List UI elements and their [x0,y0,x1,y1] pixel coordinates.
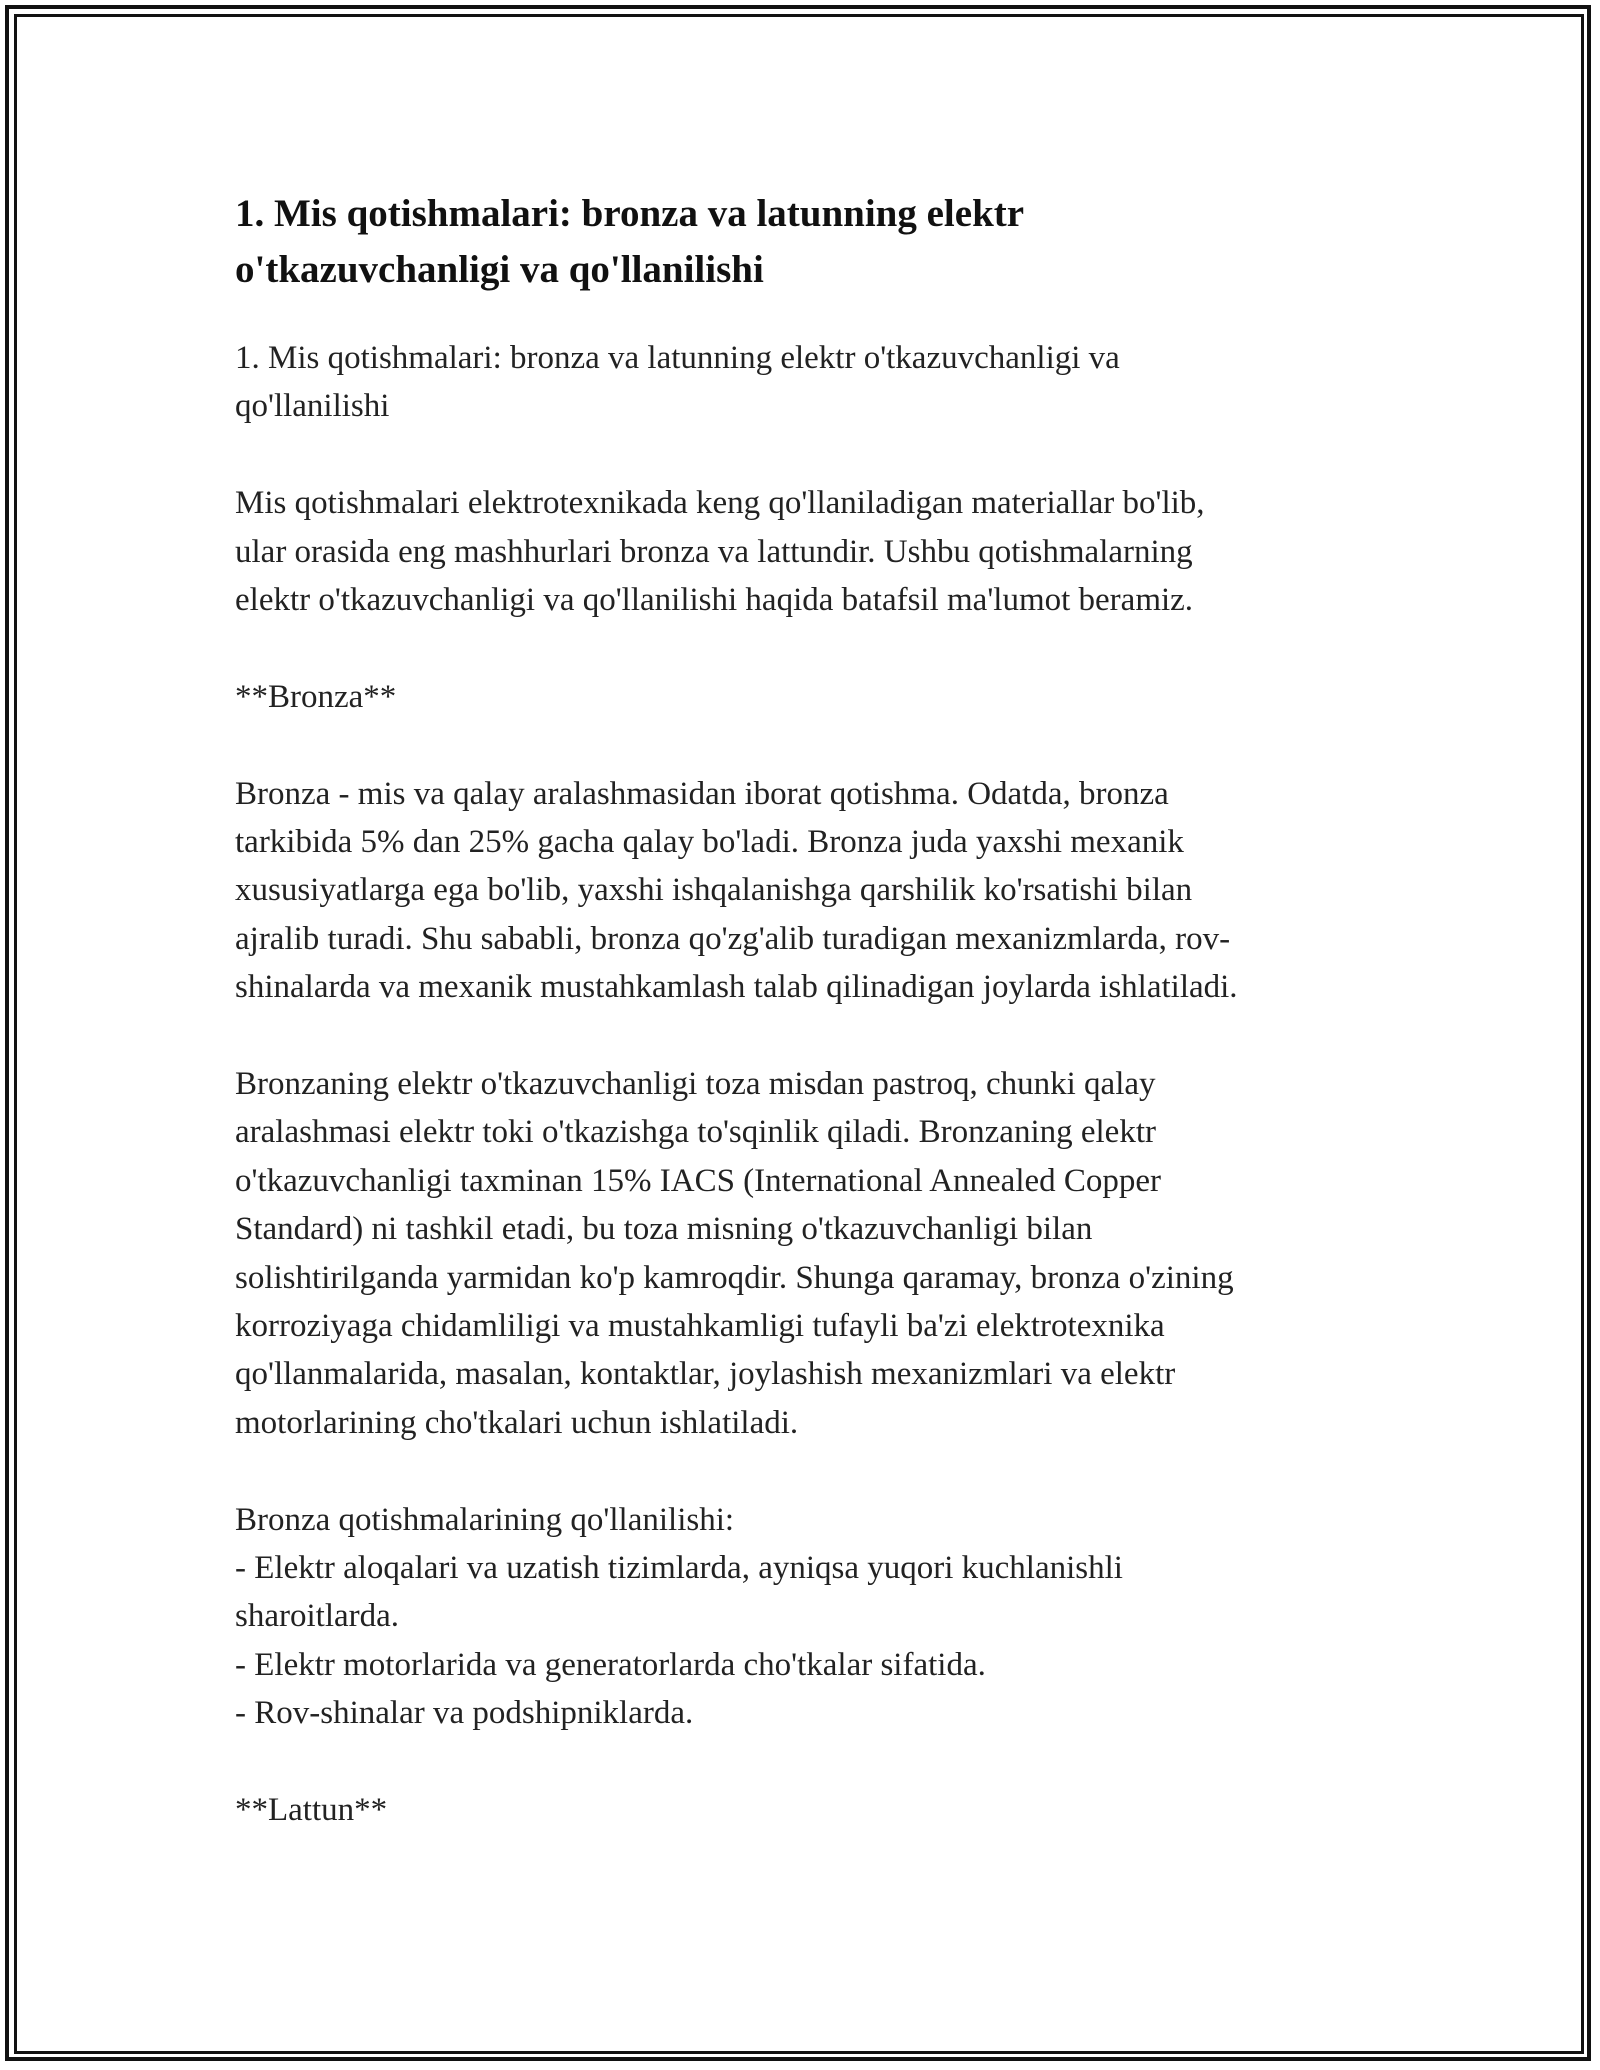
text-line: Standard) ni tashkil etadi, bu toza misning o'tkazuvchanligi bilan [235,1211,1093,1248]
text-line: Bronzaning elektr o'tkazuvchanligi toza misdan pastroq, chunki qalay [235,1066,1156,1103]
text-line: Bronza qotishmalarining qo'llanilishi: [235,1501,735,1538]
text-line: aralashmasi elektr toki o'tkazishga to'sqinlik qiladi. Bronzaning elektr [235,1114,1156,1151]
list-item: - Elektr aloqalari va uzatish tizimlarda, ayniqsa yuqori kuchlanishli [235,1550,1123,1587]
document-body [235,334,1365,1835]
text-line: qo'llanilishi [235,388,390,425]
text-line: o'tkazuvchanligi taxminan 15% IACS (International Annealed Copper [235,1162,1162,1199]
text-line: **Bronza** [235,678,397,715]
text-line: 1. Mis qotishmalari: bronza va latunning elektr o'tkazuvchanligi va [235,340,1120,376]
lattun-heading [235,1786,1365,1834]
text-line: elektr o'tkazuvchanligi va qo'llanilishi haqida batafsil ma'lumot beramiz. [235,582,1194,619]
list-item: sharoitlarda. [235,1598,400,1635]
title-line: 1. Mis qotishmalari: bronza va latunning elektr [235,192,1025,235]
intro-heading-paragraph [235,334,1365,431]
list-item: - Elektr motorlarida va generatorlarda cho'tkalar sifatida. [235,1646,986,1683]
document-title [235,186,1365,298]
uses-list [235,1496,1365,1738]
text-line: Mis qotishmalari elektrotexnikada keng qo'llaniladigan materiallar bo'lib, [235,485,1205,522]
text-line: ular orasida eng mashhurlari bronza va lattundir. Ushbu qotishmalarning [235,533,1193,570]
bronza-paragraph [235,770,1365,1012]
list-item: - Rov-shinalar va podshipniklarda. [235,1695,694,1732]
text-line: Bronza - mis va qalay aralashmasidan iborat qotishma. Odatda, bronza [235,775,1169,812]
text-line: ajralib turadi. Shu sababli, bronza qo'zg'alib turadigan mexanizmlarda, rov- [235,920,1231,957]
bronza-heading [235,673,1365,721]
text-line: shinalarda va mexanik mustahkamlash talab qilinadigan joylarda ishlatiladi. [235,969,1238,1006]
text-line: motorlarining cho'tkalari uchun ishlatiladi. [235,1404,799,1441]
document-content [235,186,1365,1883]
text-line: **Lattun** [235,1792,388,1829]
text-line: xususiyatlarga ega bo'lib, yaxshi ishqalanishga qarshilik ko'rsatishi bilan [235,872,1193,909]
text-line: korroziyaga chidamliligi va mustahkamligi tufayli ba'zi elektrotexnika [235,1308,1165,1345]
text-line: tarkibida 5% dan 25% gacha qalay bo'ladi. Bronza juda yaxshi mexanik [235,824,1184,861]
text-line: qo'llanmalarida, masalan, kontaktlar, joylashish mexanizmlari va elektr [235,1356,1176,1393]
title-line: o'tkazuvchanligi va qo'llanilishi [235,248,764,291]
text-line: solishtirilganda yarmidan ko'p kamroqdir. Shunga qaramay, bronza o'zining [235,1259,1234,1296]
intro-paragraph [235,479,1365,624]
conductivity-paragraph [235,1060,1365,1447]
